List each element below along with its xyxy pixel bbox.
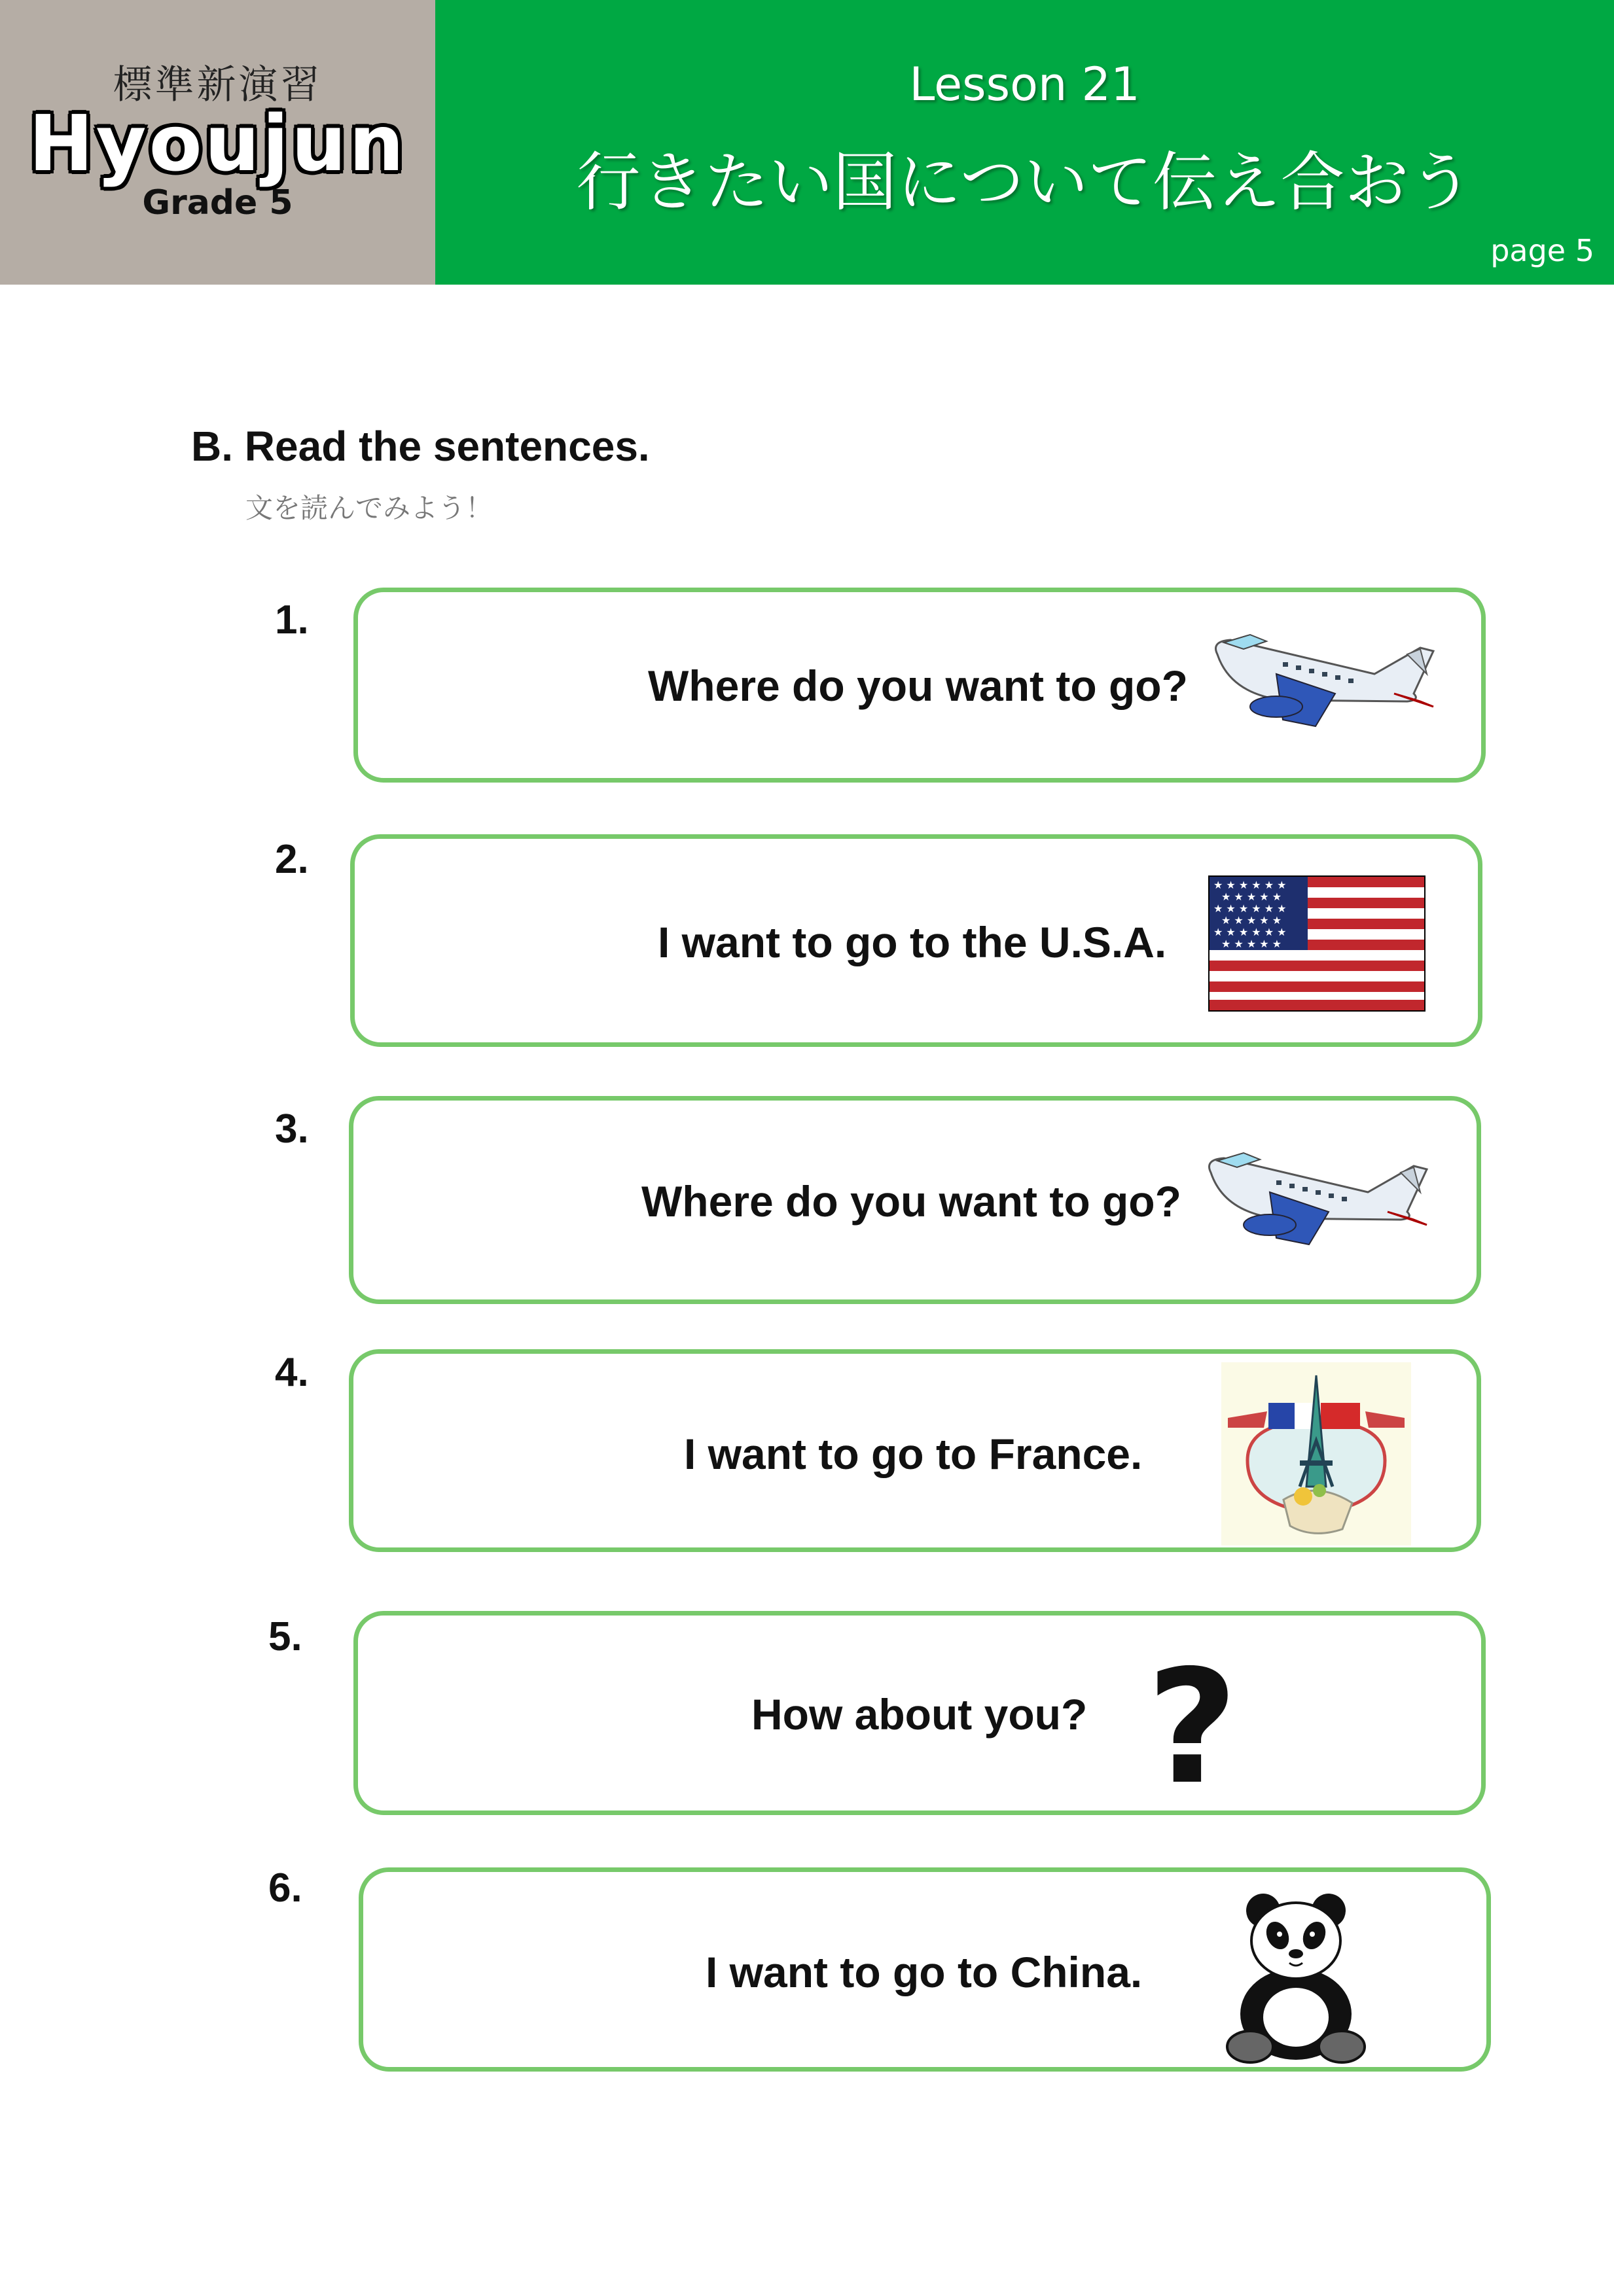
section-title: B. Read the sentences.: [191, 423, 650, 470]
airplane-icon: [1198, 1146, 1433, 1251]
page-number: page 5: [1490, 233, 1594, 268]
svg-text:★ ★ ★ ★ ★: ★ ★ ★ ★ ★: [1221, 914, 1282, 927]
sentence-text: I want to go to China.: [706, 1948, 1143, 1996]
svg-text:★ ★ ★ ★ ★: ★ ★ ★ ★ ★: [1221, 938, 1282, 950]
item-number: 4.: [275, 1350, 309, 1395]
sentence-text: Where do you want to go?: [641, 1177, 1181, 1226]
svg-text:★ ★ ★ ★ ★: ★ ★ ★ ★ ★: [1221, 891, 1282, 903]
item-number: 6.: [268, 1865, 302, 1911]
svg-text:★ ★ ★ ★ ★ ★: ★ ★ ★ ★ ★ ★: [1213, 902, 1287, 915]
france-eiffel-tower-icon: [1221, 1362, 1411, 1545]
section-subtitle: 文を読んでみよう！: [245, 492, 493, 524]
item-number: 5.: [268, 1614, 302, 1659]
lesson-title: 行きたい国について伝え合おう: [576, 145, 1473, 220]
item-number: 2.: [275, 837, 309, 882]
airplane-icon: [1204, 628, 1440, 733]
sentence-text: Where do you want to go?: [648, 662, 1188, 710]
item-number: 1.: [275, 597, 309, 643]
sentence-text: I want to go to the U.S.A.: [658, 918, 1167, 966]
sentence-text: I want to go to France.: [684, 1430, 1143, 1478]
brand-logo-text: Hyoujun: [28, 98, 407, 188]
grade-label: Grade 5: [142, 183, 293, 222]
panda-icon: [1224, 1890, 1368, 2066]
sentence-text: How about you?: [751, 1690, 1088, 1739]
lesson-number: Lesson 21: [909, 58, 1140, 111]
usa-flag-icon: [1208, 875, 1426, 1012]
item-number: 3.: [275, 1106, 309, 1152]
svg-text:★ ★ ★ ★ ★ ★: ★ ★ ★ ★ ★ ★: [1213, 879, 1287, 891]
svg-text:★ ★ ★ ★ ★ ★: ★ ★ ★ ★ ★ ★: [1213, 926, 1287, 938]
question-mark-icon: ?: [1147, 1636, 1238, 1819]
brand-japanese-title: 標準新演習: [113, 62, 323, 108]
